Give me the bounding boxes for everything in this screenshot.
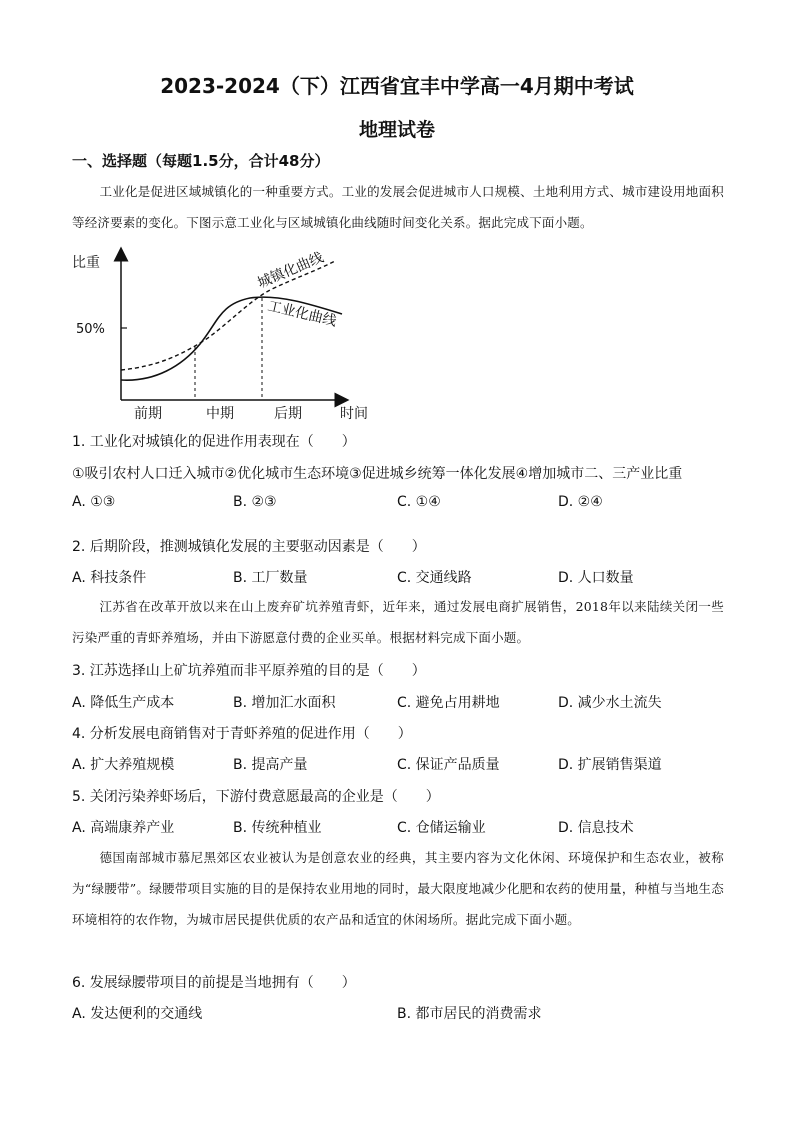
industrialization-curve-label: 工业化曲线 [266,298,338,330]
question-4-option-a[interactable]: A. 扩大养殖规模 [72,757,175,773]
question-1-items: ①吸引农村人口迁入城市②优化城市生态环境③促进城乡统筹一体化发展④增加城市二、三产业比重 [72,466,683,482]
question-3-stem: 3. 江苏选择山上矿坑养殖而非平原养殖的目的是（ ） [72,663,426,679]
question-2-option-a[interactable]: A. 科技条件 [72,570,147,586]
question-3-option-b[interactable]: B. 增加汇水面积 [233,695,336,711]
urbanization-curve-label: 城镇化曲线 [255,249,326,292]
question-4-stem: 4. 分析发展电商销售对于青虾养殖的促进作用（ ） [72,726,412,742]
question-3-option-a[interactable]: A. 降低生产成本 [72,695,175,711]
question-5-option-d[interactable]: D. 信息技术 [558,820,634,836]
x-label-mid: 中期 [206,406,234,422]
x-label-early: 前期 [134,406,162,422]
question-1-option-a[interactable]: A. ①③ [72,494,116,510]
question-6-stem: 6. 发展绿腰带项目的前提是当地拥有（ ） [72,975,356,991]
question-4-option-d[interactable]: D. 扩展销售渠道 [558,757,662,773]
question-6-option-b[interactable]: B. 都市居民的消费需求 [397,1006,542,1022]
question-5-option-c[interactable]: C. 仓储运输业 [397,820,486,836]
question-3-option-c[interactable]: C. 避免占用耕地 [397,695,500,711]
question-1-stem: 1. 工业化对城镇化的促进作用表现在（ ） [72,434,356,450]
exam-title: 2023-2024（下）江西省宜丰中学高一4月期中考试 [160,74,634,98]
material-paragraph-1: 工业化是促进区域城镇化的一种重要方式。工业的发展会促进城市人口规模、土地利用方式、城市建设用地面积等经济要素的变化。下图示意工业化与区域城镇化曲线随时间变化关系。据此完成下面小题。 [72,184,724,230]
exam-subtitle: 地理试卷 [358,119,435,141]
question-1-option-c[interactable]: C. ①④ [397,494,441,510]
question-5-stem: 5. 关闭污染养虾场后，下游付费意愿最高的企业是（ ） [72,789,440,805]
question-6-option-a[interactable]: A. 发达便利的交通线 [72,1006,203,1022]
question-4-option-c[interactable]: C. 保证产品质量 [397,757,500,773]
industrialization-urbanization-figure [70,246,390,424]
question-1-option-d[interactable]: D. ②④ [558,494,603,510]
x-label-late: 后期 [274,406,302,422]
question-5-option-a[interactable]: A. 高端康养产业 [72,820,175,836]
question-4-option-b[interactable]: B. 提高产量 [233,757,308,773]
y-tick-label: 50% [76,322,105,337]
question-3-option-d[interactable]: D. 减少水土流失 [558,695,662,711]
material-paragraph-2: 江苏省在改革开放以来在山上废弃矿坑养殖青虾，近年来，通过发展电商扩展销售，2018年以来陆续关闭一些污染严重的青虾养殖场，并由下游愿意付费的企业买单。根据材料完成下面小题。 [72,599,724,645]
question-2-option-d[interactable]: D. 人口数量 [558,570,634,586]
y-axis-label: 比重 [72,255,100,271]
question-5-option-b[interactable]: B. 传统种植业 [233,820,322,836]
question-2-option-b[interactable]: B. 工厂数量 [233,570,308,586]
question-2-stem: 2. 后期阶段，推测城镇化发展的主要驱动因素是（ ） [72,539,426,555]
question-1-option-b[interactable]: B. ②③ [233,494,277,510]
x-axis-label: 时间 [340,406,368,422]
section-heading: 一、选择题（每题1.5分，合计48分） [72,152,330,170]
question-2-option-c[interactable]: C. 交通线路 [397,570,472,586]
material-paragraph-3: 德国南部城市慕尼黑郊区农业被认为是创意农业的经典，其主要内容为文化休闲、环境保护和生态农业，被称为“绿腰带”。绿腰带项目实施的目的是保持农业用地的同时，最大限度地减少化肥和农药的使用量，种植与当地生态环境相符的农作物，为城市居民提供优质的农产品和适宜的休闲场所。据此完成下面小题。 [72,850,724,927]
